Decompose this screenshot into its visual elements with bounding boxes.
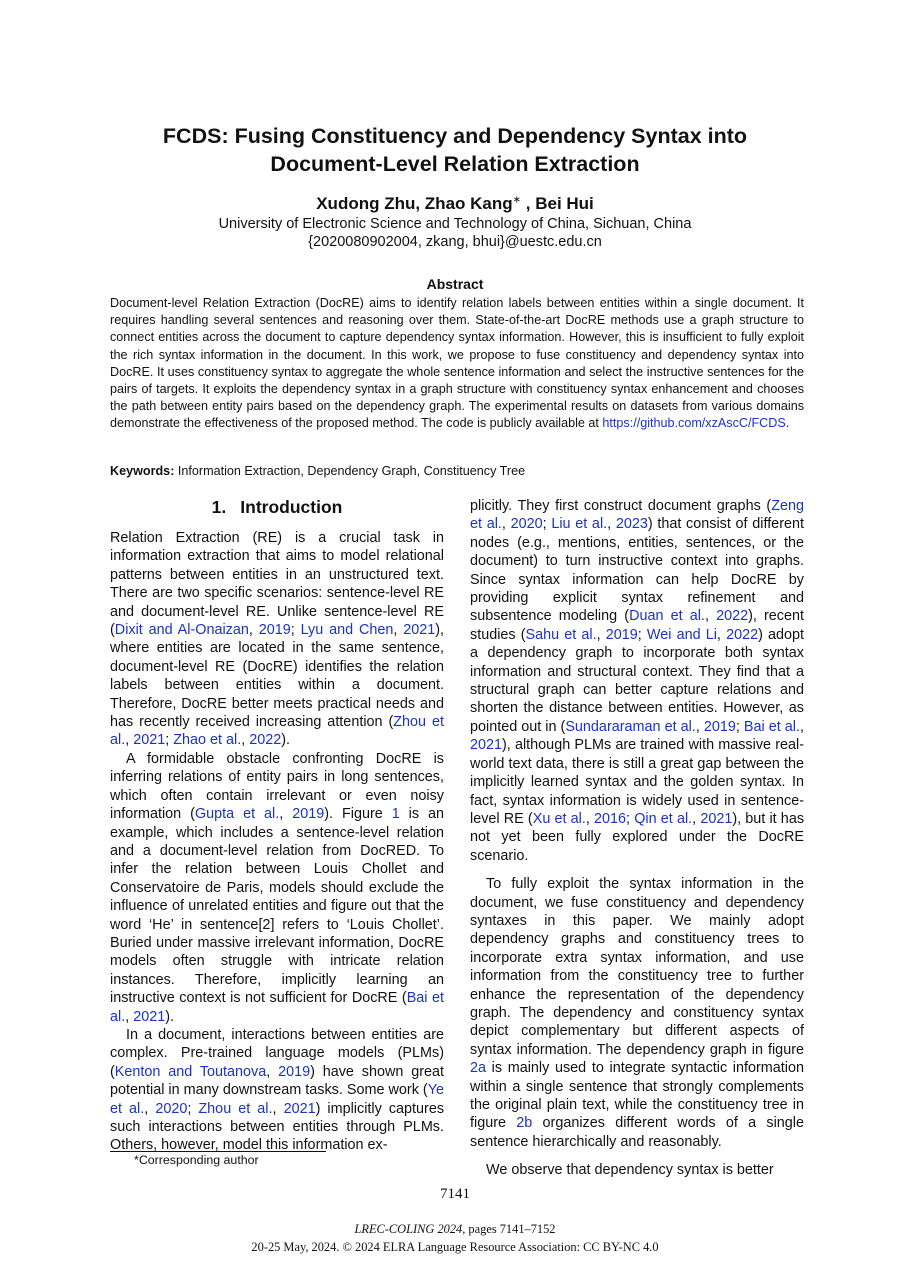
text-run: ; [735, 718, 744, 735]
section-heading [110, 496, 444, 518]
text-run: organizes different words of a single sentence hierarchically and reasonably. [470, 1115, 804, 1150]
text-run: ; [187, 1100, 199, 1117]
keywords [110, 464, 804, 478]
right-column [470, 497, 804, 1180]
figure-ref-link[interactable]: 2b [516, 1115, 533, 1132]
footnote-rule [110, 1151, 326, 1152]
abstract-body [110, 295, 804, 433]
author-list [0, 194, 910, 214]
text-run: , [585, 810, 595, 827]
citation-year-link[interactable]: 2019 [278, 1063, 311, 1080]
citation-link[interactable]: Zhou et al. [110, 714, 444, 749]
text-run: ; [626, 810, 635, 827]
text-run: ; [290, 622, 301, 639]
citation-link[interactable]: Liu et al. [551, 516, 608, 533]
text-run: ) that consist of different nodes (e.g., mentions, entities, sentences, or the document) to turn instructive context into graphs. Since syntax information can help DocRE by providing explicit syntax refinement and subsentence modeling ( [470, 516, 804, 625]
text-run: plicitly. They first construct document graphs ( [470, 498, 772, 514]
text-run: , [144, 1100, 156, 1117]
text-run: , [695, 718, 704, 735]
citation-link[interactable]: Sundararaman et al. [565, 718, 696, 735]
section-title: Introduction [240, 497, 343, 517]
intro-paragraph-6: We observe that dependency syntax is better [486, 1162, 774, 1179]
text-run: ). Figure [324, 806, 392, 823]
intro-paragraph-4 [470, 497, 804, 865]
license-line: 20-25 May, 2024. © 2024 ELRA Language Resource Association: CC BY-NC 4.0 [251, 1240, 659, 1254]
citation-year-link[interactable]: 2021 [700, 810, 733, 827]
text-run: , [248, 622, 259, 639]
text-run: ; [542, 516, 552, 533]
text-run: is an example, which includes a sentence-level relation and a document-level relation from DocRED. To infer the relation between Louis Chollet and Conservatoire de Paris, models should exclude the influence of unrelated entities and figure out that the word ‘He’ in sentence[2] refers to ‘Louis Chollet’. Buried under massive irrelevant information, DocRE models often struggle with intricate relation instances. Therefore, implicitly learning an instructive context is not sufficient for DocRE ( [110, 806, 445, 1007]
intro-paragraph-3 [110, 1026, 444, 1155]
corresponding-author-mark: ∗ [512, 194, 522, 206]
text-run: is mainly used to integrate syntactic information within a single sentence that strongly complements the original plain text, while the constituency tree in figure [470, 1060, 804, 1132]
citation-year-link[interactable]: 2022 [716, 608, 749, 625]
text-run: In a document, interactions between entities are complex. Pre-trained language models (PLMs) ( [110, 1026, 444, 1080]
citation-link[interactable]: Dixit and Al-Onaizan [114, 622, 249, 639]
citation-link[interactable]: Xu et al. [532, 810, 586, 827]
authors-names: Xudong Zhu, Zhao Kang [316, 194, 513, 213]
text-run: ) implicitly captures such interactions between entities through PLMs. Others, however, model this information ex- [110, 1100, 445, 1154]
abstract-end: . [785, 416, 790, 431]
affiliation: University of Electronic Science and Technology of China, Sichuan, China [218, 216, 692, 232]
figure-ref-link[interactable]: 1 [391, 806, 400, 823]
text-run: ), but it has not yet been fully explored under the DocRE scenario. [470, 810, 805, 864]
text-run: ; [165, 732, 174, 749]
abstract-heading: Abstract [426, 276, 484, 292]
title-line-2: Document-Level Relation Extraction [270, 152, 640, 176]
proceedings-pages: , pages 7141–7152 [462, 1222, 556, 1236]
citation-year-link[interactable]: 2023 [615, 516, 648, 533]
citation-year-link[interactable]: 2021 [133, 732, 166, 749]
text-run: , [716, 626, 727, 643]
left-column [110, 496, 444, 1155]
text-run: To fully exploit the syntax information in the document, we fuse constituency and dependency syntaxes in this paper. We mainly adopt dependency graphs and constituency trees to incorporate extra syntax information, and use information from the constituency tree to further enhance the representation of the dependency graph. The dependency and constituency syntax depict complementary but different aspects of syntax information. The dependency graph in figure [470, 876, 804, 1058]
text-run: , [272, 1100, 284, 1117]
citation-year-link[interactable]: 2021 [283, 1100, 316, 1117]
citation-year-link[interactable]: 2022 [249, 732, 282, 749]
citation-year-link[interactable]: 2021 [133, 1008, 166, 1025]
figure-ref-link[interactable]: 2a [470, 1060, 487, 1077]
citation-year-link[interactable]: 2019 [703, 718, 736, 735]
abstract-text: Document-level Relation Extraction (DocRE) aims to identify relation labels between entities within a single document. It requires handling several sentences and reasoning over them. State-of-the-art DocRE methods use a graph structure to connect entities across the document to capture dependency syntax information. However, this is insufficient to fully exploit the rich syntax information in the document. In this work, we propose to fuse constituency and dependency syntax into DocRE. It uses constituency syntax to aggregate the whole sentence information and select the instructive sentences for the pairs of targets. It exploits the dependency syntax in a graph structure with constituency syntax enhancement and chooses the path between entity pairs based on the dependency graph. The experimental results on datasets from various domains demonstrate the effectiveness of the proposed method. The code is publicly available at [110, 296, 804, 431]
text-run: , [266, 1063, 279, 1080]
text-run: ) have shown great potential in many downstream tasks. Some work ( [110, 1063, 444, 1099]
text-run: ). [281, 732, 291, 749]
title-line-1: FCDS: Fusing Constituency and Dependency Syntax into [162, 124, 748, 148]
intro-paragraph-2 [110, 750, 444, 1026]
text-run: , [800, 718, 804, 735]
authors-rest: , Bei Hui [525, 194, 594, 213]
citation-link[interactable]: Ye et al. [110, 1082, 444, 1117]
proceedings-line [0, 1222, 910, 1237]
text-run: ), recent studies ( [470, 608, 805, 643]
citation-link[interactable]: Kenton and Toutanova [114, 1063, 267, 1080]
text-run: , [596, 626, 606, 643]
text-run: ), although PLMs are trained with massive real-world text data, there is still a great gap between the implicitly learned syntax and the golden syntax. In fact, syntax information is widely used in sentence-level RE ( [470, 737, 804, 827]
text-run: , [501, 516, 511, 533]
citation-link[interactable]: Sahu et al. [525, 626, 597, 643]
citation-link[interactable]: Bai et al. [110, 990, 444, 1025]
citation-link[interactable]: Qin et al. [634, 810, 693, 827]
code-link[interactable]: https://github.com/xzAscC/FCDS [602, 416, 786, 431]
text-run: , [692, 810, 701, 827]
text-run: ), where entities are located in the same sentence, document-level RE (DocRE) identifies the relation labels between entities within a document. Therefore, DocRE better meets practical needs and has recently received increasing attention ( [110, 622, 444, 731]
text-run: , [125, 732, 134, 749]
citation-year-link[interactable]: 2021 [403, 622, 436, 639]
intro-paragraph-1 [110, 529, 444, 750]
text-run: ). [165, 1008, 175, 1025]
text-run: , [393, 622, 404, 639]
citation-link[interactable]: Lyu and Chen [300, 622, 394, 639]
author-emails: {2020080902004, zkang, bhui}@uestc.edu.cn [308, 234, 602, 250]
keywords-value: Information Extraction, Dependency Graph, Constituency Tree [177, 464, 526, 478]
citation-year-link[interactable]: 2016 [594, 810, 627, 827]
citation-link[interactable]: Bai et al. [743, 718, 800, 735]
citation-year-link[interactable]: 2020 [155, 1100, 188, 1117]
footnote: *Corresponding author [134, 1153, 259, 1167]
section-number: 1. [211, 497, 227, 517]
citation-year-link[interactable]: 2019 [292, 806, 325, 823]
page-number: 7141 [440, 1186, 470, 1202]
text-run: , [607, 516, 616, 533]
proceedings-venue: LREC-COLING 2024 [354, 1222, 463, 1236]
text-run: ) adopt a dependency graph to incorporate both syntax information and structural context. They find that a structural graph can better capture relations and shorten the distance between entities. However, as pointed out in ( [470, 626, 805, 735]
text-run: , [704, 608, 717, 625]
text-run: ; [637, 626, 647, 643]
text-run: , [241, 732, 250, 749]
intro-paragraph-5 [470, 875, 804, 1151]
text-run: , [279, 806, 293, 823]
citation-year-link[interactable]: 2019 [605, 626, 638, 643]
paper-title [60, 122, 850, 178]
citation-year-link[interactable]: 2020 [510, 516, 543, 533]
citation-year-link[interactable]: 2021 [470, 737, 503, 754]
citation-link[interactable]: Gupta et al. [194, 806, 280, 823]
citation-link[interactable]: Zhou et al. [198, 1100, 273, 1117]
citation-year-link[interactable]: 2019 [258, 622, 291, 639]
citation-year-link[interactable]: 2022 [726, 626, 759, 643]
text-run: A formidable obstacle confronting DocRE is inferring relations of entity pairs in long sentences, which often contain irrelevant or even noisy information ( [110, 750, 444, 823]
citation-link[interactable]: Duan et al. [629, 608, 705, 625]
citation-link[interactable]: Zeng et al. [470, 498, 804, 533]
text-run: Relation Extraction (RE) is a crucial task in information extraction that aims to model relational patterns between entities in an unstructured text. There are two specific scenarios: sentence-level RE and document-level RE. Unlike sentence-level RE ( [110, 530, 444, 639]
citation-link[interactable]: Zhao et al. [173, 732, 242, 749]
text-run: , [125, 1008, 134, 1025]
keywords-label: Keywords: [110, 464, 175, 478]
citation-link[interactable]: Wei and Li [646, 626, 717, 643]
